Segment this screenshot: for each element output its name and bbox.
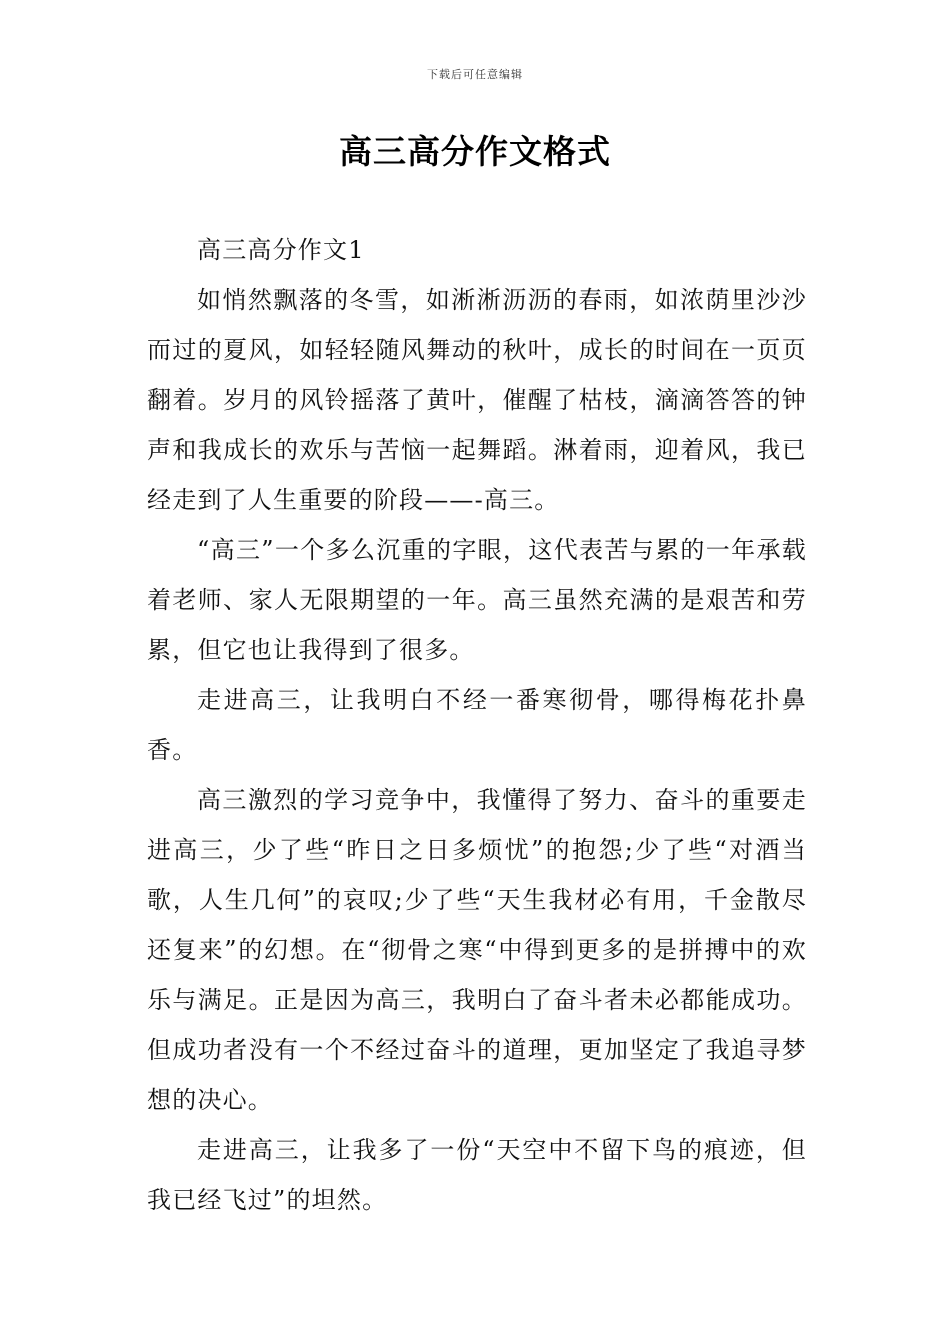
document-body <box>147 225 807 1225</box>
paragraph-2: “高三”一个多么沉重的字眼，这代表苦与累的一年承载着老师、家人无限期望的一年。高三虽然充满的是艰苦和劳累，但它也让我得到了很多。 <box>147 536 807 664</box>
paragraph-3: 走进高三，让我明白不经一番寒彻骨，哪得梅花扑鼻香。 <box>147 686 807 764</box>
paragraph-5: 走进高三，让我多了一份“天空中不留下鸟的痕迹，但我已经飞过”的坦然。 <box>147 1136 807 1214</box>
essay-heading: 高三高分作文1 <box>197 236 365 264</box>
paragraph-4: 高三激烈的学习竞争中，我懂得了努力、奋斗的重要走进高三，少了些“昨日之日多烦忧”的抱怨;少了些“对酒当歌，人生几何”的哀叹;少了些“天生我材必有用，千金散尽还复来”的幻想。在“彻骨之寒“中得到更多的是拼搏中的欢乐与满足。正是因为高三，我明白了奋斗者未必都能成功。但成功者没有一个不经过奋斗的道理，更加坚定了我追寻梦想的决心。 <box>147 786 807 1114</box>
document-title: 高三高分作文格式 <box>339 132 611 171</box>
paragraph-1: 如悄然飘落的冬雪，如淅淅沥沥的春雨，如浓荫里沙沙而过的夏风，如轻轻随风舞动的秋叶，成长的时间在一页页翻着。岁月的风铃摇落了黄叶，催醒了枯枝，滴滴答答的钟声和我成长的欢乐与苦恼一起舞蹈。淋着雨，迎着风，我已经走到了人生重要的阶段——-高三。 <box>147 286 807 514</box>
header-note: 下载后可任意编辑 <box>427 68 523 81</box>
